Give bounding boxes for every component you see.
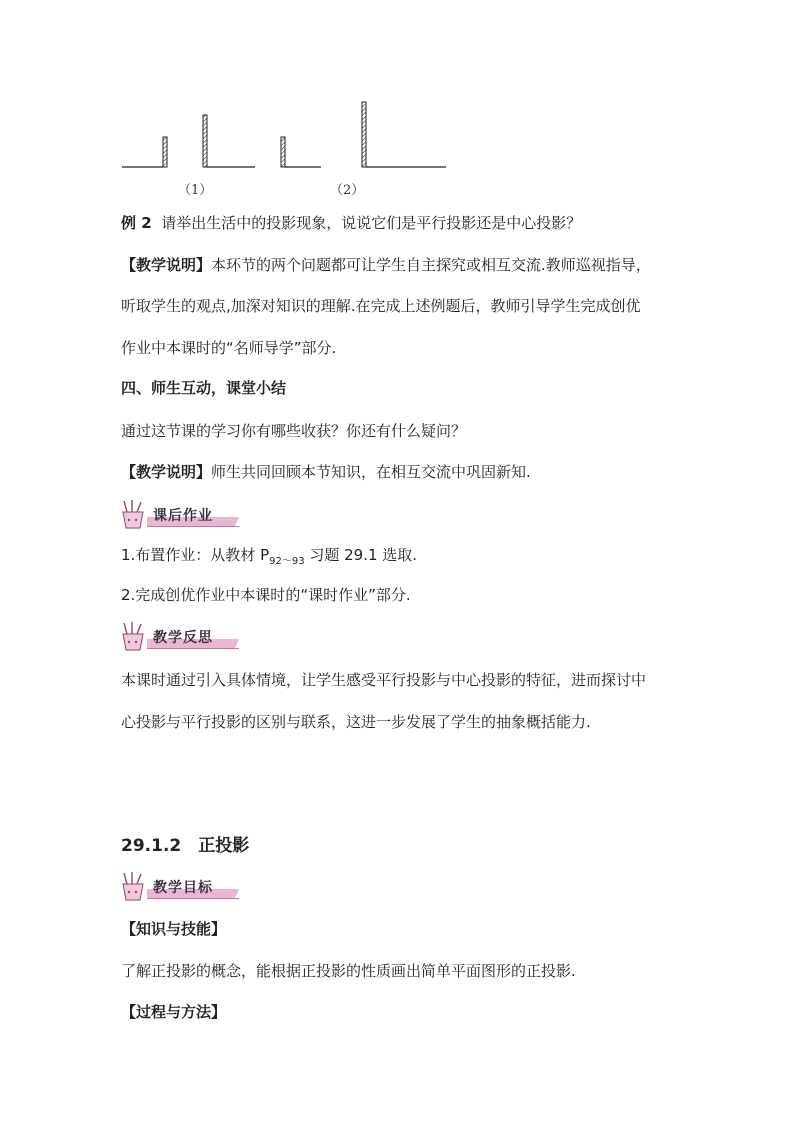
example-2 — [121, 213, 581, 233]
figure-label-1: （1） — [178, 183, 213, 198]
homework-item-1-sub: 92～93 — [269, 556, 305, 567]
homework-item-1-a: 1.布置作业：从教材 P — [121, 546, 270, 564]
homework-banner — [117, 499, 242, 531]
example-2-text: 请举出生活中的投影现象，说说它们是平行投影还是中心投影？ — [161, 214, 582, 232]
section-4-note-text: 师生共同回顾本节知识，在相互交流中巩固新知. — [211, 463, 531, 481]
homework-item-2: 2.完成创优作业中本课时的“课时作业”部分. — [121, 586, 411, 604]
shadow-figure — [115, 95, 455, 175]
section-4-note-tag: 【教学说明】 — [121, 463, 212, 481]
knowledge-text: 了解正投影的概念，能根据正投影的性质画出简单平面图形的正投影. — [121, 962, 576, 980]
section-4-title: 四、师生互动，课堂小结 — [121, 379, 287, 397]
reflection-line-1: 本课时通过引入具体情境，让学生感受平行投影与中心投影的特征，进而探讨中 — [121, 671, 647, 689]
reflection-line-2: 心投影与平行投影的区别与联系，这进一步发展了学生的抽象概括能力. — [121, 713, 591, 731]
homework-item-1-b: 习题 29.1 选取. — [304, 546, 418, 564]
teaching-note-line-1 — [121, 255, 651, 275]
process-heading: 【过程与方法】 — [121, 1003, 227, 1021]
objectives-banner-label: 教学目标 — [153, 880, 213, 896]
example-2-prefix: 例 2 — [121, 214, 152, 232]
homework-item-1 — [121, 545, 417, 572]
section-2912-title: 29.1.2 正投影 — [121, 836, 250, 856]
section-4-question: 通过这节课的学习你有哪些收获？你还有什么疑问？ — [121, 422, 467, 440]
teaching-note-line-2: 听取学生的观点,加深对知识的理解.在完成上述例题后，教师引导学生完成创优 — [121, 297, 641, 315]
homework-banner-label: 课后作业 — [153, 508, 213, 524]
teaching-note-tag: 【教学说明】 — [121, 256, 212, 274]
section-4-note — [121, 462, 531, 482]
reflection-banner-label: 教学反思 — [153, 630, 213, 646]
figure-1 — [122, 115, 255, 167]
teaching-note-text-1: 本环节的两个问题都可让学生自主探究或相互交流.教师巡视指导， — [211, 256, 651, 274]
knowledge-heading: 【知识与技能】 — [121, 920, 227, 938]
objectives-banner — [117, 871, 242, 903]
teaching-note-line-3: 作业中本课时的“名师导学”部分. — [121, 339, 337, 357]
figure-2 — [281, 102, 446, 167]
figure-label-2: （2） — [330, 183, 365, 198]
reflection-banner — [117, 621, 242, 653]
